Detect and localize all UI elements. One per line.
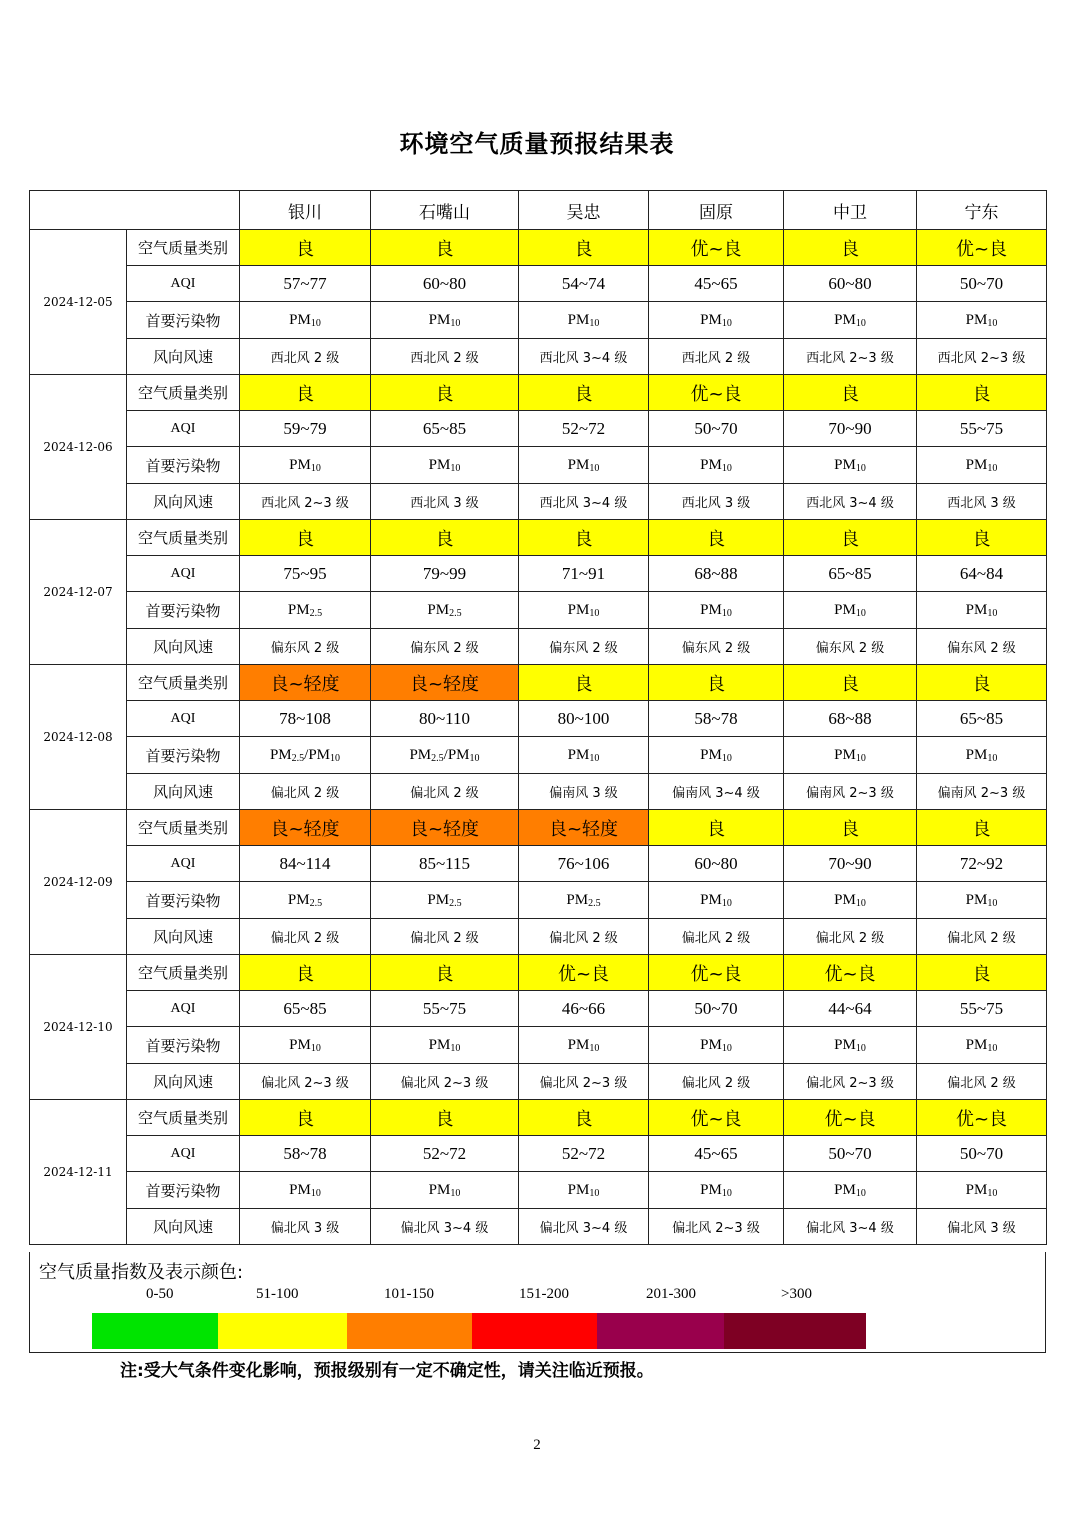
wind-cell: 偏北风 2 级: [917, 919, 1047, 955]
quality-cell: 优~良: [649, 1100, 784, 1136]
date-cell: 2024-12-11: [30, 1100, 127, 1245]
wind-label: 风向风速: [127, 629, 240, 665]
quality-label: 空气质量类别: [127, 375, 240, 411]
quality-cell: 良: [519, 520, 649, 556]
city-header: 吴忠: [519, 191, 649, 230]
aqi-row: [30, 846, 1047, 882]
wind-cell: 偏东风 2 级: [784, 629, 917, 665]
forecast-table: [29, 190, 1047, 1245]
aqi-cell: 78~108: [240, 701, 371, 737]
page-number: 2: [533, 1437, 541, 1453]
pollutant-cell: $PM_{10}$: [917, 302, 1047, 339]
aqi-cell: 44~64: [784, 991, 917, 1027]
legend-range-label: 151-200: [519, 1286, 569, 1302]
quality-cell: 优~良: [784, 1100, 917, 1136]
wind-cell: 偏南风 3 级: [519, 774, 649, 810]
pollutant-cell: $PM_{10}$: [784, 1172, 917, 1209]
wind-row: [30, 1064, 1047, 1100]
pollutant-label: 首要污染物: [127, 737, 240, 774]
quality-cell: 良: [519, 665, 649, 701]
quality-cell: 良~轻度: [240, 810, 371, 846]
aqi-cell: 65~85: [784, 556, 917, 592]
wind-cell: 偏东风 2 级: [519, 629, 649, 665]
quality-cell: 良~轻度: [519, 810, 649, 846]
aqi-cell: 65~85: [917, 701, 1047, 737]
aqi-label: AQI: [127, 991, 240, 1027]
wind-cell: 偏北风 2 级: [784, 919, 917, 955]
pollutant-label: 首要污染物: [127, 882, 240, 919]
legend-color-swatch: [347, 1313, 472, 1349]
quality-row: [30, 1100, 1047, 1136]
wind-cell: 偏北风 2~3 级: [649, 1209, 784, 1245]
pollutant-label: 首要污染物: [127, 592, 240, 629]
pollutant-cell: $PM_{10}$: [519, 302, 649, 339]
pollutant-row: [30, 447, 1047, 484]
quality-label: 空气质量类别: [127, 230, 240, 266]
quality-cell: 优~良: [649, 230, 784, 266]
wind-cell: 偏北风 3 级: [240, 1209, 371, 1245]
wind-row: [30, 1209, 1047, 1245]
quality-cell: 优~良: [649, 375, 784, 411]
pollutant-label: 首要污染物: [127, 1172, 240, 1209]
quality-cell: 良~轻度: [371, 665, 519, 701]
aqi-row: [30, 266, 1047, 302]
aqi-cell: 55~75: [371, 991, 519, 1027]
quality-cell: 良: [917, 520, 1047, 556]
pollutant-cell: $PM_{10}$: [784, 302, 917, 339]
legend-range-label: >300: [781, 1286, 812, 1302]
wind-cell: 西北风 3 级: [917, 484, 1047, 520]
aqi-cell: 52~72: [371, 1136, 519, 1172]
pollutant-cell: $PM_{10}$: [917, 1027, 1047, 1064]
wind-cell: 偏北风 2 级: [240, 774, 371, 810]
pollutant-row: [30, 592, 1047, 629]
pollutant-cell: $PM_{10}$: [917, 1172, 1047, 1209]
pollutant-cell: $PM_{10}$: [240, 1027, 371, 1064]
wind-cell: 偏北风 3 级: [917, 1209, 1047, 1245]
quality-cell: 优~良: [917, 1100, 1047, 1136]
wind-cell: 西北风 2~3 级: [240, 484, 371, 520]
wind-cell: 偏东风 2 级: [917, 629, 1047, 665]
wind-cell: 偏北风 2 级: [519, 919, 649, 955]
aqi-cell: 58~78: [240, 1136, 371, 1172]
wind-cell: 偏东风 2 级: [371, 629, 519, 665]
quality-cell: 良: [784, 810, 917, 846]
pollutant-cell: $PM_{10}$: [649, 737, 784, 774]
pollutant-label: 首要污染物: [127, 447, 240, 484]
aqi-cell: 50~70: [917, 1136, 1047, 1172]
aqi-row: [30, 991, 1047, 1027]
date-cell: 2024-12-10: [30, 955, 127, 1100]
pollutant-cell: $PM_{10}$: [240, 302, 371, 339]
aqi-cell: 65~85: [371, 411, 519, 447]
wind-cell: 偏北风 2~3 级: [519, 1064, 649, 1100]
wind-cell: 偏东风 2 级: [649, 629, 784, 665]
wind-cell: 偏北风 2~3 级: [371, 1064, 519, 1100]
aqi-cell: 68~88: [784, 701, 917, 737]
wind-row: [30, 484, 1047, 520]
quality-cell: 良: [240, 955, 371, 991]
wind-cell: 偏南风 2~3 级: [784, 774, 917, 810]
wind-label: 风向风速: [127, 774, 240, 810]
pollutant-cell: $PM_{10}$: [649, 1172, 784, 1209]
pollutant-cell: $PM_{10}$: [519, 592, 649, 629]
pollutant-cell: $PM_{10}$: [240, 447, 371, 484]
aqi-cell: 60~80: [649, 846, 784, 882]
aqi-cell: 58~78: [649, 701, 784, 737]
quality-label: 空气质量类别: [127, 665, 240, 701]
quality-cell: 良~轻度: [240, 665, 371, 701]
city-header: 银川: [240, 191, 371, 230]
quality-cell: 良: [784, 375, 917, 411]
wind-cell: 偏北风 3~4 级: [784, 1209, 917, 1245]
wind-cell: 西北风 2~3 级: [917, 339, 1047, 375]
wind-cell: 西北风 3 级: [371, 484, 519, 520]
pollutant-cell: $PM_{2.5}$: [371, 592, 519, 629]
wind-cell: 偏北风 2~3 级: [784, 1064, 917, 1100]
aqi-cell: 75~95: [240, 556, 371, 592]
pollutant-cell: $PM_{10}$: [371, 447, 519, 484]
quality-cell: 良: [917, 375, 1047, 411]
wind-row: [30, 629, 1047, 665]
pollutant-cell: $PM_{10}$: [649, 592, 784, 629]
aqi-cell: 45~65: [649, 266, 784, 302]
quality-cell: 良: [649, 810, 784, 846]
quality-cell: 良~轻度: [371, 810, 519, 846]
legend-range-label: 51-100: [256, 1286, 299, 1302]
wind-cell: 偏南风 2~3 级: [917, 774, 1047, 810]
aqi-label: AQI: [127, 411, 240, 447]
pollutant-cell: $PM_{10}$: [649, 882, 784, 919]
aqi-cell: 79~99: [371, 556, 519, 592]
page-title: 环境空气质量预报结果表: [399, 130, 675, 158]
pollutant-cell: $PM_{10}$: [917, 882, 1047, 919]
pollutant-cell: $PM_{10}$: [649, 302, 784, 339]
wind-cell: 偏北风 2 级: [917, 1064, 1047, 1100]
quality-cell: 良: [784, 665, 917, 701]
pollutant-row: [30, 1172, 1047, 1209]
wind-cell: 偏北风 2~3 级: [240, 1064, 371, 1100]
aqi-cell: 84~114: [240, 846, 371, 882]
aqi-cell: 46~66: [519, 991, 649, 1027]
quality-cell: 良: [917, 810, 1047, 846]
wind-cell: 偏北风 2 级: [649, 919, 784, 955]
quality-cell: 良: [784, 230, 917, 266]
aqi-row: [30, 411, 1047, 447]
date-cell: 2024-12-08: [30, 665, 127, 810]
aqi-cell: 59~79: [240, 411, 371, 447]
quality-cell: 优~良: [649, 955, 784, 991]
quality-cell: 优~良: [784, 955, 917, 991]
pollutant-cell: $PM_{10}$: [649, 447, 784, 484]
aqi-label: AQI: [127, 1136, 240, 1172]
date-cell: 2024-12-05: [30, 230, 127, 375]
legend-color-swatch: [92, 1313, 218, 1349]
quality-row: [30, 955, 1047, 991]
wind-label: 风向风速: [127, 1064, 240, 1100]
wind-cell: 西北风 2 级: [240, 339, 371, 375]
city-header: 宁东: [917, 191, 1047, 230]
pollutant-row: [30, 737, 1047, 774]
wind-cell: 偏南风 3~4 级: [649, 774, 784, 810]
wind-cell: 西北风 3~4 级: [519, 484, 649, 520]
date-cell: 2024-12-09: [30, 810, 127, 955]
pollutant-cell: $PM_{2.5}/PM_{10}$: [240, 737, 371, 774]
city-header: 中卫: [784, 191, 917, 230]
wind-cell: 偏北风 2 级: [371, 774, 519, 810]
pollutant-cell: $PM_{2.5}$: [240, 882, 371, 919]
quality-cell: 优~良: [917, 230, 1047, 266]
legend-color-swatch: [472, 1313, 597, 1349]
header-row: [30, 191, 1047, 230]
quality-cell: 良: [371, 955, 519, 991]
pollutant-cell: $PM_{10}$: [519, 447, 649, 484]
quality-cell: 良: [240, 520, 371, 556]
aqi-cell: 60~80: [371, 266, 519, 302]
aqi-label: AQI: [127, 266, 240, 302]
wind-label: 风向风速: [127, 339, 240, 375]
quality-cell: 良: [371, 520, 519, 556]
pollutant-cell: $PM_{10}$: [371, 302, 519, 339]
aqi-cell: 68~88: [649, 556, 784, 592]
quality-label: 空气质量类别: [127, 810, 240, 846]
legend-range-label: 0-50: [146, 1286, 174, 1302]
quality-cell: 良: [784, 520, 917, 556]
aqi-cell: 57~77: [240, 266, 371, 302]
quality-row: [30, 810, 1047, 846]
wind-cell: 西北风 2 级: [649, 339, 784, 375]
wind-cell: 西北风 2~3 级: [784, 339, 917, 375]
quality-label: 空气质量类别: [127, 520, 240, 556]
aqi-cell: 55~75: [917, 411, 1047, 447]
pollutant-cell: $PM_{10}$: [649, 1027, 784, 1064]
pollutant-cell: $PM_{10}$: [371, 1027, 519, 1064]
legend-color-swatch: [597, 1313, 724, 1349]
aqi-row: [30, 701, 1047, 737]
date-cell: 2024-12-07: [30, 520, 127, 665]
wind-row: [30, 339, 1047, 375]
pollutant-cell: $PM_{10}$: [519, 1172, 649, 1209]
wind-cell: 西北风 3~4 级: [784, 484, 917, 520]
aqi-cell: 72~92: [917, 846, 1047, 882]
pollutant-cell: $PM_{10}$: [240, 1172, 371, 1209]
aqi-label: AQI: [127, 846, 240, 882]
quality-label: 空气质量类别: [127, 955, 240, 991]
aqi-cell: 50~70: [649, 991, 784, 1027]
wind-cell: 西北风 3~4 级: [519, 339, 649, 375]
pollutant-row: [30, 882, 1047, 919]
wind-cell: 西北风 2 级: [371, 339, 519, 375]
aqi-cell: 80~100: [519, 701, 649, 737]
pollutant-cell: $PM_{10}$: [917, 447, 1047, 484]
wind-label: 风向风速: [127, 1209, 240, 1245]
aqi-label: AQI: [127, 556, 240, 592]
aqi-cell: 70~90: [784, 411, 917, 447]
quality-cell: 良: [519, 230, 649, 266]
aqi-legend: [29, 1252, 1046, 1353]
wind-cell: 偏北风 2 级: [240, 919, 371, 955]
wind-cell: 偏北风 2 级: [649, 1064, 784, 1100]
aqi-label: AQI: [127, 701, 240, 737]
aqi-cell: 52~72: [519, 411, 649, 447]
aqi-cell: 52~72: [519, 1136, 649, 1172]
wind-cell: 偏北风 3~4 级: [371, 1209, 519, 1245]
quality-cell: 良: [649, 520, 784, 556]
quality-cell: 良: [240, 375, 371, 411]
wind-row: [30, 919, 1047, 955]
quality-cell: 良: [371, 1100, 519, 1136]
aqi-cell: 85~115: [371, 846, 519, 882]
city-header: 固原: [649, 191, 784, 230]
wind-cell: 偏北风 2 级: [371, 919, 519, 955]
wind-label: 风向风速: [127, 919, 240, 955]
quality-row: [30, 665, 1047, 701]
quality-label: 空气质量类别: [127, 1100, 240, 1136]
pollutant-cell: $PM_{10}$: [519, 1027, 649, 1064]
wind-cell: 偏北风 3~4 级: [519, 1209, 649, 1245]
pollutant-cell: $PM_{10}$: [519, 737, 649, 774]
aqi-cell: 71~91: [519, 556, 649, 592]
pollutant-row: [30, 1027, 1047, 1064]
quality-cell: 良: [917, 955, 1047, 991]
aqi-cell: 80~110: [371, 701, 519, 737]
pollutant-cell: $PM_{10}$: [784, 447, 917, 484]
uncertainty-note: 注:受大气条件变化影响，预报级别有一定不确定性，请关注临近预报。: [120, 1361, 654, 1381]
date-cell: 2024-12-06: [30, 375, 127, 520]
pollutant-cell: $PM_{10}$: [784, 592, 917, 629]
legend-color-swatch: [724, 1313, 866, 1349]
quality-row: [30, 375, 1047, 411]
aqi-cell: 54~74: [519, 266, 649, 302]
quality-cell: 优~良: [519, 955, 649, 991]
aqi-cell: 76~106: [519, 846, 649, 882]
wind-row: [30, 774, 1047, 810]
legend-title: 空气质量指数及表示颜色:: [39, 1262, 244, 1283]
quality-cell: 良: [240, 1100, 371, 1136]
pollutant-cell: $PM_{10}$: [784, 737, 917, 774]
wind-cell: 偏东风 2 级: [240, 629, 371, 665]
pollutant-cell: $PM_{2.5}$: [371, 882, 519, 919]
aqi-cell: 50~70: [917, 266, 1047, 302]
aqi-cell: 50~70: [649, 411, 784, 447]
pollutant-cell: $PM_{10}$: [917, 592, 1047, 629]
aqi-row: [30, 556, 1047, 592]
quality-cell: 良: [649, 665, 784, 701]
aqi-cell: 60~80: [784, 266, 917, 302]
pollutant-cell: $PM_{2.5}$: [240, 592, 371, 629]
aqi-cell: 45~65: [649, 1136, 784, 1172]
quality-cell: 良: [917, 665, 1047, 701]
pollutant-cell: $PM_{2.5}/PM_{10}$: [371, 737, 519, 774]
legend-color-swatch: [218, 1313, 347, 1349]
quality-cell: 良: [519, 1100, 649, 1136]
aqi-cell: 50~70: [784, 1136, 917, 1172]
pollutant-cell: $PM_{2.5}$: [519, 882, 649, 919]
pollutant-label: 首要污染物: [127, 302, 240, 339]
pollutant-cell: $PM_{10}$: [917, 737, 1047, 774]
quality-cell: 良: [240, 230, 371, 266]
pollutant-cell: $PM_{10}$: [784, 882, 917, 919]
pollutant-label: 首要污染物: [127, 1027, 240, 1064]
wind-label: 风向风速: [127, 484, 240, 520]
legend-range-label: 101-150: [384, 1286, 434, 1302]
aqi-cell: 64~84: [917, 556, 1047, 592]
aqi-cell: 65~85: [240, 991, 371, 1027]
aqi-row: [30, 1136, 1047, 1172]
header-blank-cell: [30, 191, 240, 230]
quality-row: [30, 230, 1047, 266]
city-header: 石嘴山: [371, 191, 519, 230]
quality-cell: 良: [371, 375, 519, 411]
quality-row: [30, 520, 1047, 556]
quality-cell: 良: [371, 230, 519, 266]
aqi-cell: 70~90: [784, 846, 917, 882]
pollutant-cell: $PM_{10}$: [784, 1027, 917, 1064]
quality-cell: 良: [519, 375, 649, 411]
wind-cell: 西北风 3 级: [649, 484, 784, 520]
pollutant-cell: $PM_{10}$: [371, 1172, 519, 1209]
aqi-cell: 55~75: [917, 991, 1047, 1027]
pollutant-row: [30, 302, 1047, 339]
legend-range-label: 201-300: [646, 1286, 696, 1302]
